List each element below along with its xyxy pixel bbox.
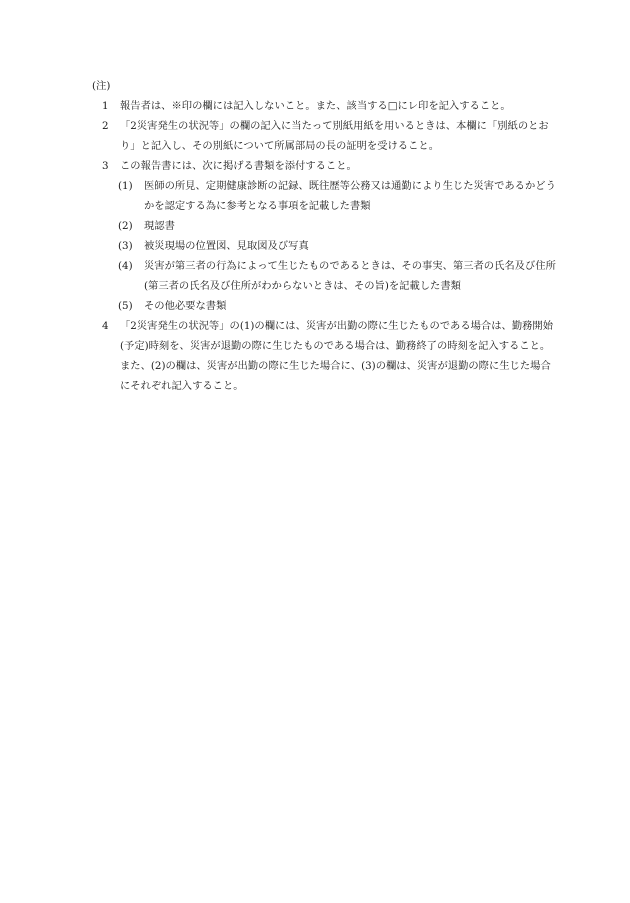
sub-item-text: 被災現場の位置図、見取図及び写真	[144, 240, 309, 252]
sub-item-5	[90, 296, 560, 316]
sub-item-1	[90, 176, 560, 216]
note-item-3	[90, 156, 560, 176]
sub-item-4	[90, 256, 560, 296]
note-text: 「2災害発生の状況等」の欄の記入に当たって別紙用紙を用いるときは、本欄に「別紙のとおり」と記入し、その別紙について所属部局の長の証明を受けること。	[120, 120, 549, 152]
note-number: 1	[102, 100, 109, 112]
note-text: 「2災害発生の状況等」の(1)の欄には、災害が出勤の際に生じたものである場合は、勤務開始(予定)時刻を、災害が退勤の際に生じたものである場合は、勤務終了の時刻を記入すること。また、(2)の欄は、災害が出勤の際に生じた場合に、(3)の欄は、災害が退勤の際に生じた場合にそれぞれ記入すること。	[120, 320, 554, 392]
sub-item-number: (3)	[118, 240, 133, 252]
note-text: この報告書には、次に掲げる書類を添付すること。	[120, 160, 357, 172]
sub-item-2	[90, 216, 560, 236]
notes-section	[90, 76, 560, 396]
note-number: 2	[102, 120, 109, 132]
note-number: 4	[102, 320, 109, 332]
note-item-1	[90, 96, 560, 116]
sub-item-text: その他必要な書類	[144, 300, 227, 312]
sub-item-text: 医師の所見、定期健康診断の記録、既往歴等公務又は通勤により生じた災害であるかどうかを認定する為に参考となる事項を記載した書類	[144, 180, 556, 212]
sub-item-number: (1)	[118, 180, 133, 192]
notes-heading: (注)	[92, 80, 111, 92]
sub-item-number: (2)	[118, 220, 133, 232]
note-text: 報告者は、※印の欄には記入しないこと。また、該当する□にレ印を記入すること。	[120, 100, 511, 112]
note-number: 3	[102, 160, 109, 172]
note-item-2	[90, 116, 560, 156]
sub-item-number: (5)	[118, 300, 133, 312]
note-item-4	[90, 316, 560, 396]
sub-item-text: 現認書	[144, 220, 175, 232]
sub-item-3	[90, 236, 560, 256]
sub-item-number: (4)	[118, 260, 133, 272]
sub-item-text: 災害が第三者の行為によって生じたものであるときは、その事実、第三者の氏名及び住所(第三者の氏名及び住所がわからないときは、その旨)を記載した書類	[144, 260, 556, 292]
